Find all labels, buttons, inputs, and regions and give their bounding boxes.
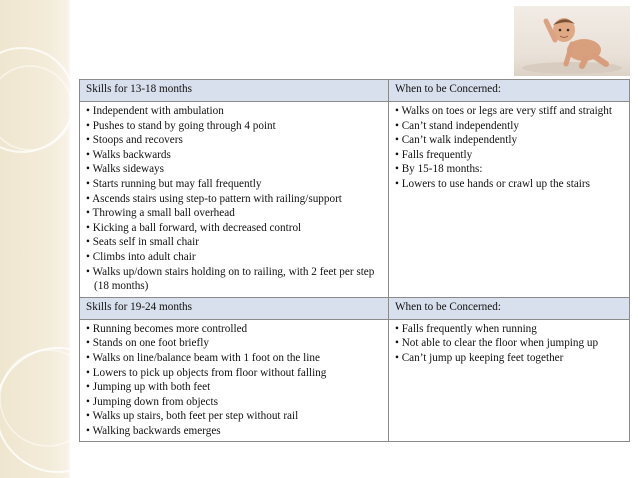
concern-cell	[389, 319, 630, 442]
concern-item: • Can’t jump up keeping feet together	[395, 351, 564, 364]
concern-item: • By 15-18 months:	[395, 163, 483, 176]
skill-item: • Climbs into adult chair	[86, 250, 196, 263]
section-header-row	[80, 297, 630, 319]
skill-item: • Running becomes more controlled	[86, 322, 248, 335]
milestones-table	[79, 79, 630, 442]
skill-item: • Pushes to stand by going through 4 point	[86, 119, 276, 132]
concern-item: • Walks on toes or legs are very stiff and straight	[395, 105, 612, 117]
skill-item: • Kicking a ball forward, with decreased control	[86, 221, 302, 234]
decorative-circles	[0, 0, 70, 478]
section-content-row	[80, 102, 630, 298]
concern-cell	[389, 102, 630, 298]
skill-item: • Starts running but may fall frequently	[86, 177, 262, 190]
skill-item: • Ascends stairs using step-to pattern with railing/support	[86, 192, 342, 205]
skill-item: • Jumping down from objects	[86, 395, 218, 408]
decorative-sidebar	[0, 0, 70, 478]
concern-header: When to be Concerned:	[389, 297, 630, 319]
skill-item: • Walks on line/balance beam with 1 foot on the line	[86, 351, 320, 364]
crawling-baby-icon	[514, 6, 630, 76]
skill-item: • Independent with ambulation	[86, 105, 224, 117]
skill-item: • Stands on one foot briefly	[86, 337, 209, 350]
skill-item: • Walking backwards emerges	[86, 424, 221, 437]
concern-item: • Can’t walk independently	[395, 134, 518, 147]
skill-item: • Jumping up with both feet	[86, 381, 211, 394]
section-content-row	[80, 319, 630, 442]
skills-header: Skills for 19-24 months	[80, 297, 389, 319]
section-header-row	[80, 80, 630, 102]
concern-item: • Falls frequently when running	[395, 322, 537, 335]
concern-item: • Can’t stand independently	[395, 119, 519, 132]
concern-item: • Falls frequently	[395, 148, 473, 161]
skills-cell	[80, 319, 389, 442]
skill-item: • Seats self in small chair	[86, 236, 199, 249]
skill-item: • Stoops and recovers	[86, 134, 183, 147]
skill-item: • Walks sideways	[86, 163, 165, 176]
concern-item: • Lowers to use hands or crawl up the stairs	[395, 177, 590, 190]
baby-photo	[514, 6, 630, 76]
concern-item: • Not able to clear the floor when jumping up	[395, 337, 599, 350]
skill-item: • Walks up/down stairs holding on to railing, with 2 feet per step (18 months)	[86, 265, 375, 293]
concern-header: When to be Concerned:	[389, 80, 630, 102]
skill-item: • Walks backwards	[86, 148, 171, 161]
skills-cell	[80, 102, 389, 298]
skill-item: • Walks up stairs, both feet per step without rail	[86, 410, 299, 423]
skill-item: • Lowers to pick up objects from floor without falling	[86, 366, 327, 379]
skills-header: Skills for 13-18 months	[80, 80, 389, 102]
skill-item: • Throwing a small ball overhead	[86, 207, 235, 220]
